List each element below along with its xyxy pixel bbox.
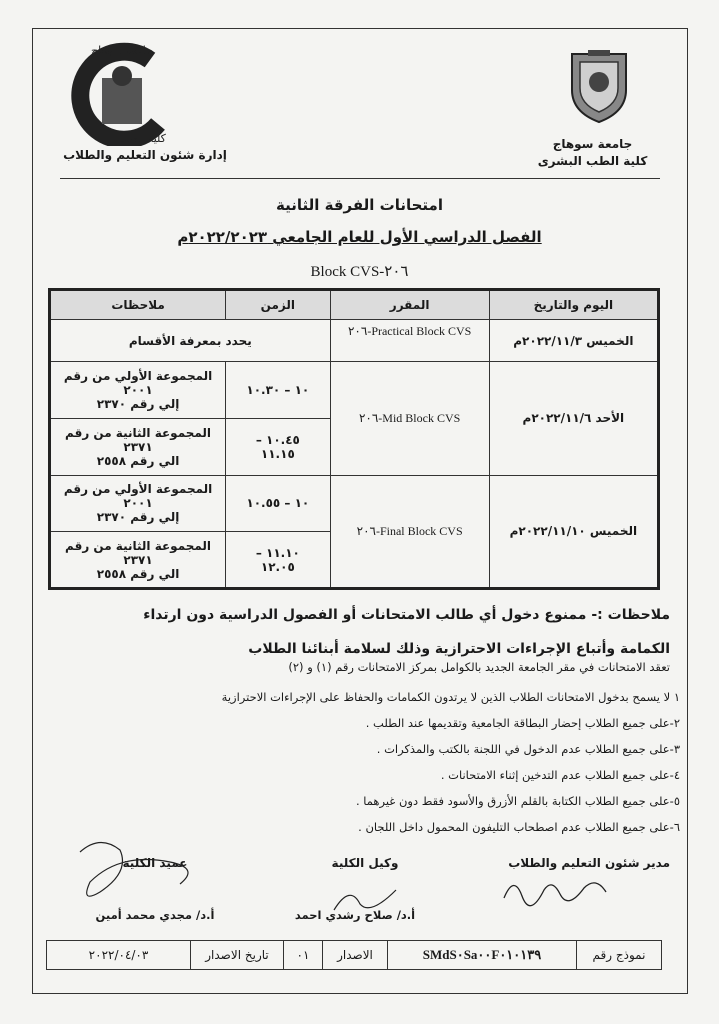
notes-text-1: ممنوع دخول أي طالب الامتحانات أو الفصول الدراسية دون ارتداء <box>143 607 587 623</box>
rules-list <box>40 684 680 840</box>
group-line-2: الي رقم ٢٥٥٨ <box>96 453 180 468</box>
exam-title: امتحانات الفرقة الثانية <box>276 196 443 214</box>
notes-block <box>40 598 670 666</box>
notes-line-1 <box>40 598 670 632</box>
semester-title: الفصل الدراسي الأول للعام الجامعي ٢٠٢٢/٢٠٢٣م <box>177 228 542 246</box>
list-item: ٢-على جميع الطلاب إحضار البطاقة الجامعية وتقديمها عند الطلب . <box>365 716 680 730</box>
list-item: ٦-على جميع الطلاب عدم اصطحاب التليفون المحمول داخل اللجان . <box>358 820 680 834</box>
form-footer-table <box>46 940 662 970</box>
director-title: مدير شئون التعليم والطلاب <box>508 856 670 870</box>
time-start: ١٠.٤٥ – <box>255 432 300 447</box>
row-time: ١٠ – ١٠.٣٠ <box>226 362 330 419</box>
director-signature <box>500 868 610 908</box>
issue-label: الاصدار <box>323 941 388 970</box>
form-label: نموذج رقم <box>577 941 662 970</box>
row-day: الأحد ٢٠٢٢/١١/٦م <box>489 362 658 475</box>
group-line-2: الي رقم ٢٥٥٨ <box>96 566 180 581</box>
table-row <box>50 362 659 419</box>
issue-number: ٠١ <box>284 941 323 970</box>
group-line-2: إلي رقم ٢٣٧٠ <box>96 510 180 525</box>
logo-text-bottom: كلية الطب <box>118 132 166 145</box>
list-item: ١ لا يسمح بدخول الامتحانات الطلاب الذين لا يرتدون الكمامات والحفاظ على الإجراءات الاحترازية <box>221 690 680 704</box>
row-day: الخميس ٢٠٢٢/١١/٣م <box>489 320 658 362</box>
list-item: ٥-على جميع الطلاب الكتابة بالقلم الأزرق والأسود فقط دون غيرهما . <box>355 794 680 808</box>
header-notes: ملاحظات <box>50 290 226 320</box>
row-group <box>50 362 226 419</box>
issue-date-label: تاريخ الاصدار <box>191 941 284 970</box>
vice-dean-name: أ.د/ صلاح رشدي احمد <box>294 908 416 922</box>
time-end: ١١.١٥ <box>260 446 295 461</box>
dean-title: عميد الكلية <box>122 856 188 870</box>
group-line-1: المجموعة الثانية من رقم ٢٣٧١ <box>65 538 212 567</box>
university-name: جامعة سوهاج <box>552 137 633 151</box>
row-time <box>226 532 330 589</box>
row-group <box>50 475 226 532</box>
faculty-name: كلية الطب البشرى <box>537 154 648 168</box>
issue-date: ٢٠٢٢/٠٤/٠٣ <box>47 941 191 970</box>
table-row <box>50 475 659 532</box>
dean-name: أ.د/ مجدي محمد أمين <box>95 908 215 922</box>
form-number: SMdS٠Sa٠٠F٠١٠١٣٩ <box>388 941 577 970</box>
header-day-date: اليوم والتاريخ <box>489 290 658 320</box>
header-course: المقرر <box>330 290 489 320</box>
row-note: يحدد بمعرفة الأقسام <box>50 320 331 362</box>
group-line-1: المجموعة الثانية من رقم ٢٣٧١ <box>65 425 212 454</box>
exam-schedule-table <box>48 288 660 590</box>
row-course: Final Block CVS-٢٠٦ <box>330 475 489 589</box>
logo-text-top: جامعة سوهاج <box>91 44 153 57</box>
notes-line-2: الكمامة وأتباع الإجراءات الاحترازية وذلك لسلامة أبنائنا الطلاب <box>248 641 670 657</box>
header-time: الزمن <box>226 290 330 320</box>
row-course: Practical Block CVS-٢٠٦ <box>330 320 489 362</box>
vice-dean-title: وكيل الكلية <box>331 856 399 870</box>
row-group <box>50 532 226 589</box>
header-divider <box>60 178 660 179</box>
list-item: ٤-على جميع الطلاب عدم التدخين إثناء الامتحانات . <box>440 768 680 782</box>
group-line-1: المجموعة الأولي من رقم ٢٠٠١ <box>63 368 213 397</box>
table-header-row <box>50 290 659 320</box>
notes-intro: تعقد الامتحانات في مقر الجامعة الجديد بالكوامل بمركز الامتحانات رقم (١) و (٢) <box>288 660 670 674</box>
row-course: Mid Block CVS-٢٠٦ <box>330 362 489 475</box>
time-end: ١٢.٠٥ <box>260 559 295 574</box>
time-start: ١١.١٠ – <box>255 545 300 560</box>
table-row <box>50 320 659 362</box>
university-name-block <box>520 136 665 170</box>
notes-label: ملاحظات :- <box>591 607 670 623</box>
row-day: الخميس ٢٠٢٢/١١/١٠م <box>489 475 658 589</box>
table-row <box>47 941 662 970</box>
dean-signature <box>60 832 210 912</box>
row-time <box>226 418 330 475</box>
group-line-2: إلي رقم ٢٣٧٠ <box>96 396 180 411</box>
admin-office-label: إدارة شئون التعليم والطلاب <box>63 148 227 162</box>
row-group <box>50 418 226 475</box>
university-crest <box>566 46 632 124</box>
row-time: ١٠ – ١٠.٥٥ <box>226 475 330 532</box>
faculty-logo <box>62 38 182 146</box>
group-line-1: المجموعة الأولي من رقم ٢٠٠١ <box>63 482 213 511</box>
list-item: ٣-على جميع الطلاب عدم الدخول في اللجنة بالكتب والمذكرات . <box>376 742 680 756</box>
block-title: Block CVS-٢٠٦ <box>310 264 409 280</box>
